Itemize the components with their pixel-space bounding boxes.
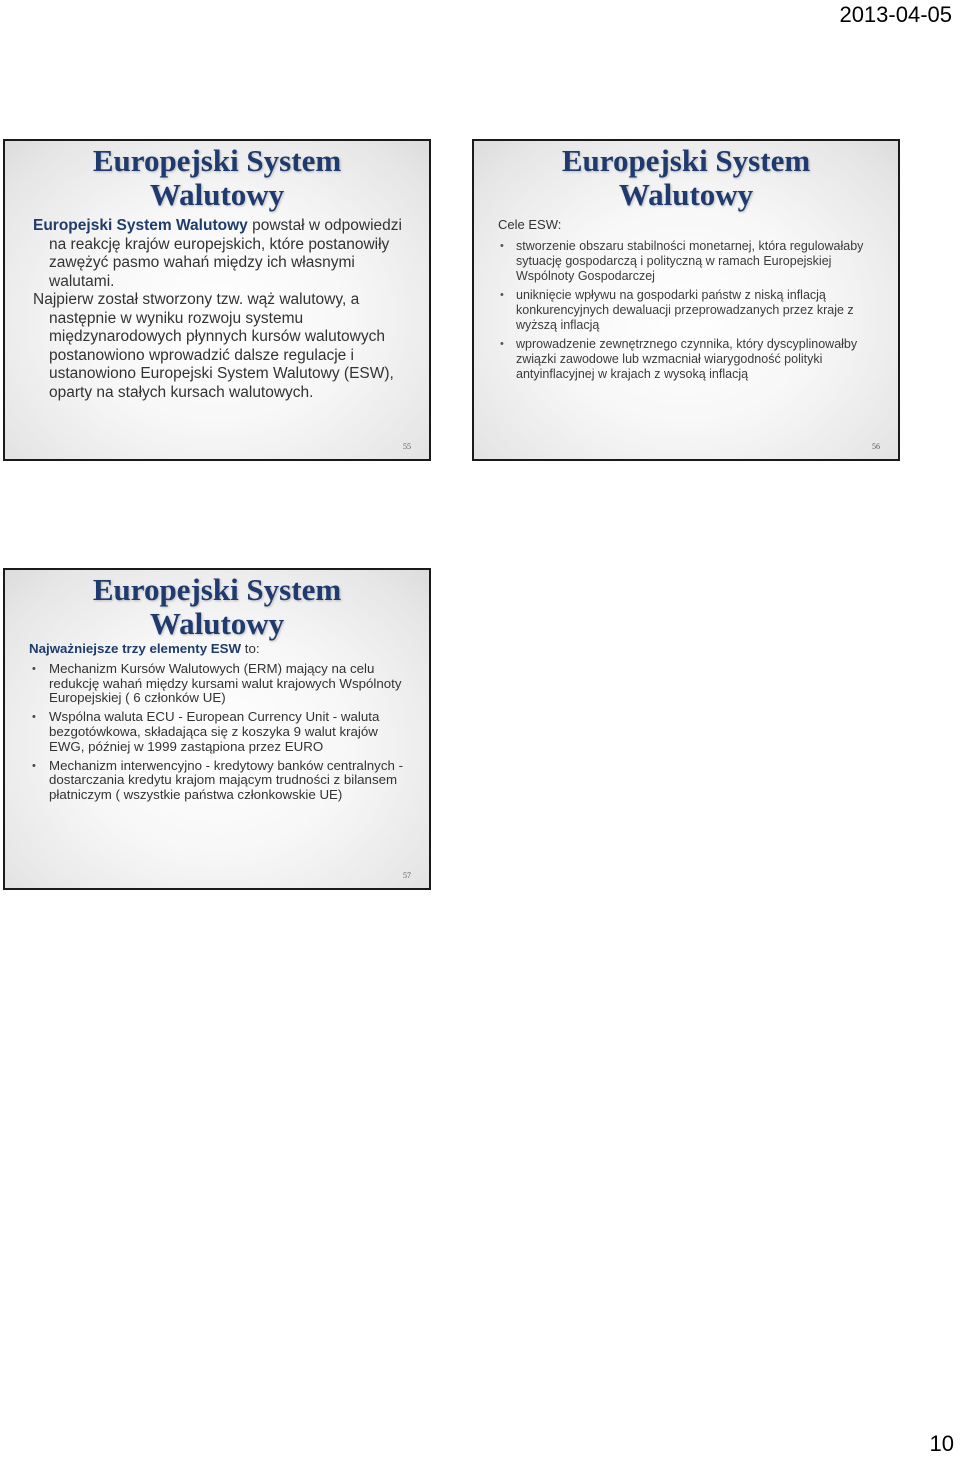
paragraph-2: Najpierw został stworzony tzw. wąż walutowy, a następnie w wyniku rozwoju systemu międzynarodowych płynnych kursów walutowych postanowiono wprowadzić dalsze regulacje i ustanowiono Europejski System Walutowy (ESW), oparty na stałych kursach walutowych. <box>33 291 394 401</box>
heading-text: to: <box>241 641 260 656</box>
slide-subheading: Cele ESW: <box>498 217 562 232</box>
bullet-list <box>29 662 409 803</box>
slide-title-line2: Walutowy <box>618 177 754 212</box>
slide-body <box>498 217 888 386</box>
slide-number: 57 <box>403 871 411 880</box>
slide-number: 55 <box>403 442 411 451</box>
list-item: • Mechanizm Kursów Walutowych (ERM) mający na celu redukcję wahań między kursami walut krajowych Wspólnoty Europejskiej ( 6 członków UE) <box>29 662 409 706</box>
bold-term: Europejski System Walutowy <box>33 217 248 234</box>
slide-body <box>33 217 413 402</box>
list-item: • wprowadzenie zewnętrznego czynnika, który dyscyplinowałby związki zawodowe lub wzmacniał wiarygodność polityki antyinflacyjnej w krajach z wysoką inflacją <box>498 337 888 382</box>
list-item: • Wspólna waluta ECU - European Currency Unit - waluta bezgotówkowa, składająca się z koszyka 9 walut krajów EWG, później w 1999 zastąpiona przez EURO <box>29 710 409 754</box>
slide-title-line1: Europejski System <box>561 143 811 178</box>
bullet-list <box>498 239 888 382</box>
slide-57 <box>3 568 431 890</box>
paragraph-1 <box>33 217 413 291</box>
paragraph-text: powstał w odpowiedzi na reakcję krajów europejskich, które postanowiły zawężyć pasmo wahań między ich własnymi walutami. <box>49 217 402 290</box>
bold-term: Najważniejsze trzy elementy ESW <box>29 641 242 656</box>
slide-title-line1: Europejski System <box>92 143 342 178</box>
slide-title-line2: Walutowy <box>149 606 285 641</box>
slide-number: 56 <box>872 442 880 451</box>
page-number: 10 <box>929 1431 954 1456</box>
slide-title-line1: Europejski System <box>92 572 342 607</box>
slide-body <box>29 642 409 807</box>
list-item: • uniknięcie wpływu na gospodarki państw z niską inflacją konkurencyjnych dewaluacji przeprowadzanych przez kraje z wyższą inflacją <box>498 288 888 333</box>
slide-title <box>5 144 429 212</box>
list-item: • stworzenie obszaru stabilności monetarnej, która regulowałaby sytuację gospodarczą i polityczną w ramach Europejskiej Wspólnoty Gospodarczej <box>498 239 888 284</box>
slide-subheading <box>29 642 409 657</box>
slide-title <box>5 573 429 641</box>
slide-56 <box>472 139 900 461</box>
slide-title-line2: Walutowy <box>149 177 285 212</box>
slide-title <box>474 144 898 212</box>
slide-55 <box>3 139 431 461</box>
document-date: 2013-04-05 <box>839 2 952 27</box>
list-item: • Mechanizm interwencyjno - kredytowy banków centralnych - dostarczania kredytu krajom mającym trudności z bilansem płatniczym ( wszystkie państwa członkowskie UE) <box>29 759 409 803</box>
